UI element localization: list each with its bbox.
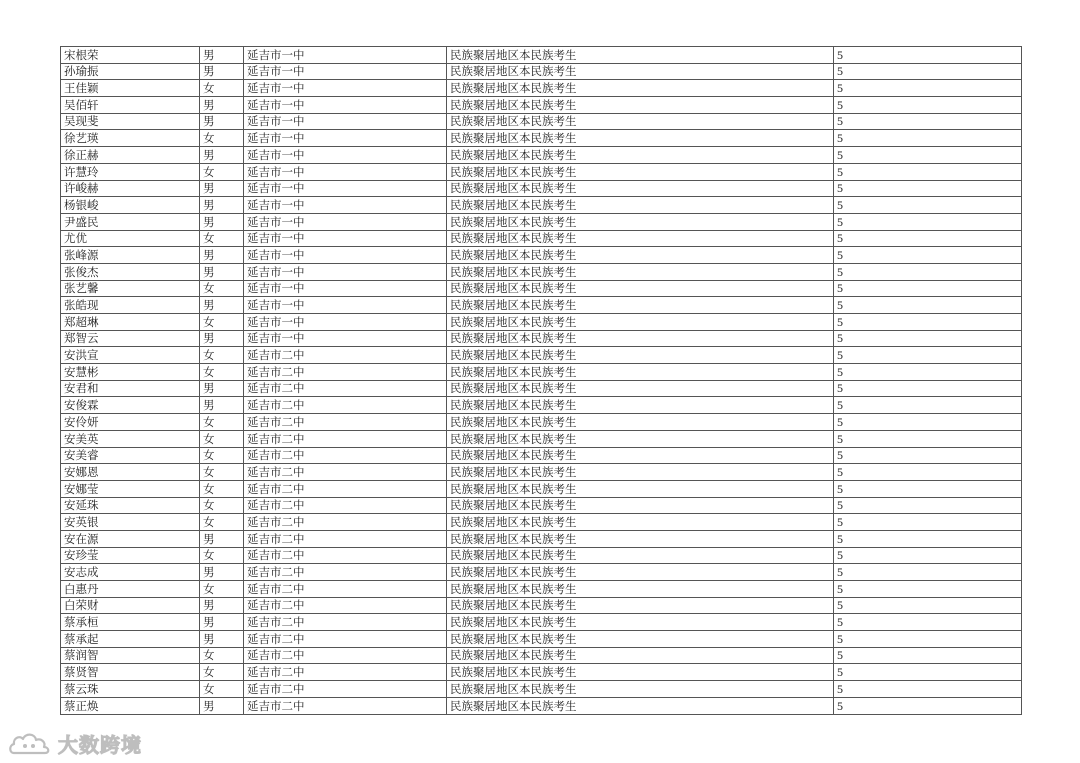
cell-category: 民族聚居地区本民族考生: [447, 347, 834, 364]
table-row: [61, 230, 1022, 247]
cell-name: 安洪宣: [61, 347, 200, 364]
cell-school: 延吉市二中: [244, 631, 447, 648]
cell-category: 民族聚居地区本民族考生: [447, 664, 834, 681]
table-row: [61, 564, 1022, 581]
table-row: [61, 681, 1022, 698]
cell-school: 延吉市二中: [244, 480, 447, 497]
cell-school: 延吉市二中: [244, 581, 447, 598]
cell-gender: 男: [200, 297, 244, 314]
cell-gender: 女: [200, 130, 244, 147]
cell-gender: 女: [200, 480, 244, 497]
cell-category: 民族聚居地区本民族考生: [447, 497, 834, 514]
cell-score: 5: [834, 530, 1022, 547]
cell-category: 民族聚居地区本民族考生: [447, 330, 834, 347]
cell-school: 延吉市二中: [244, 464, 447, 481]
table-row: [61, 163, 1022, 180]
cell-score: 5: [834, 581, 1022, 598]
cell-gender: 女: [200, 80, 244, 97]
cell-name: 郑超琳: [61, 314, 200, 331]
cell-score: 5: [834, 564, 1022, 581]
cloud-logo-icon: [8, 729, 52, 757]
cell-category: 民族聚居地区本民族考生: [447, 180, 834, 197]
table-row: [61, 47, 1022, 64]
table-row: [61, 581, 1022, 598]
cell-school: 延吉市一中: [244, 213, 447, 230]
cell-score: 5: [834, 614, 1022, 631]
table-row: [61, 530, 1022, 547]
cell-category: 民族聚居地区本民族考生: [447, 163, 834, 180]
cell-name: 安志成: [61, 564, 200, 581]
cell-name: 蔡润智: [61, 647, 200, 664]
cell-score: 5: [834, 113, 1022, 130]
cell-category: 民族聚居地区本民族考生: [447, 147, 834, 164]
cell-school: 延吉市二中: [244, 564, 447, 581]
cell-score: 5: [834, 97, 1022, 114]
cell-school: 延吉市二中: [244, 347, 447, 364]
student-list-table: [60, 46, 1022, 715]
cell-category: 民族聚居地区本民族考生: [447, 97, 834, 114]
cell-school: 延吉市一中: [244, 163, 447, 180]
cell-gender: 男: [200, 330, 244, 347]
table-row: [61, 664, 1022, 681]
cell-gender: 女: [200, 664, 244, 681]
cell-category: 民族聚居地区本民族考生: [447, 614, 834, 631]
cell-category: 民族聚居地区本民族考生: [447, 263, 834, 280]
cell-score: 5: [834, 681, 1022, 698]
cell-name: 白荣财: [61, 597, 200, 614]
cell-gender: 女: [200, 230, 244, 247]
cell-name: 蔡承起: [61, 631, 200, 648]
table-body: [61, 47, 1022, 715]
cell-category: 民族聚居地区本民族考生: [447, 547, 834, 564]
cell-gender: 男: [200, 147, 244, 164]
cell-gender: 女: [200, 581, 244, 598]
cell-school: 延吉市二中: [244, 647, 447, 664]
cell-name: 白惠丹: [61, 581, 200, 598]
cell-category: 民族聚居地区本民族考生: [447, 514, 834, 531]
cell-gender: 女: [200, 464, 244, 481]
cell-score: 5: [834, 47, 1022, 64]
cell-category: 民族聚居地区本民族考生: [447, 280, 834, 297]
cell-name: 安娜恩: [61, 464, 200, 481]
cell-school: 延吉市二中: [244, 447, 447, 464]
table-row: [61, 497, 1022, 514]
table-row: [61, 180, 1022, 197]
table-row: [61, 297, 1022, 314]
cell-name: 蔡正焕: [61, 697, 200, 714]
cell-gender: 女: [200, 163, 244, 180]
cell-gender: 男: [200, 213, 244, 230]
cell-gender: 男: [200, 564, 244, 581]
cell-category: 民族聚居地区本民族考生: [447, 530, 834, 547]
cell-school: 延吉市二中: [244, 397, 447, 414]
table-row: [61, 631, 1022, 648]
cell-gender: 男: [200, 530, 244, 547]
cell-name: 杨银峻: [61, 197, 200, 214]
cell-gender: 男: [200, 113, 244, 130]
cell-category: 民族聚居地区本民族考生: [447, 647, 834, 664]
cell-gender: 男: [200, 47, 244, 64]
cell-score: 5: [834, 280, 1022, 297]
table-row: [61, 364, 1022, 381]
cell-gender: 女: [200, 314, 244, 331]
cell-category: 民族聚居地区本民族考生: [447, 364, 834, 381]
table-row: [61, 63, 1022, 80]
cell-category: 民族聚居地区本民族考生: [447, 414, 834, 431]
cell-school: 延吉市一中: [244, 113, 447, 130]
cell-name: 徐艺瑛: [61, 130, 200, 147]
cell-name: 安美睿: [61, 447, 200, 464]
cell-school: 延吉市二中: [244, 364, 447, 381]
cell-score: 5: [834, 147, 1022, 164]
cell-gender: 男: [200, 180, 244, 197]
cell-gender: 男: [200, 697, 244, 714]
cell-score: 5: [834, 480, 1022, 497]
cell-gender: 女: [200, 430, 244, 447]
cell-gender: 男: [200, 380, 244, 397]
cell-name: 许慧玲: [61, 163, 200, 180]
cell-name: 王佳颖: [61, 80, 200, 97]
cell-name: 张峰源: [61, 247, 200, 264]
cell-score: 5: [834, 397, 1022, 414]
cell-name: 安珍莹: [61, 547, 200, 564]
cell-name: 安君和: [61, 380, 200, 397]
cell-gender: 女: [200, 647, 244, 664]
cell-category: 民族聚居地区本民族考生: [447, 447, 834, 464]
table-row: [61, 697, 1022, 714]
cell-category: 民族聚居地区本民族考生: [447, 80, 834, 97]
cell-name: 尤优: [61, 230, 200, 247]
table-row: [61, 397, 1022, 414]
cell-score: 5: [834, 447, 1022, 464]
cell-category: 民族聚居地区本民族考生: [447, 631, 834, 648]
cell-category: 民族聚居地区本民族考生: [447, 581, 834, 598]
cell-school: 延吉市一中: [244, 97, 447, 114]
cell-category: 民族聚居地区本民族考生: [447, 63, 834, 80]
table-row: [61, 430, 1022, 447]
cell-gender: 女: [200, 280, 244, 297]
cell-gender: 男: [200, 97, 244, 114]
cell-category: 民族聚居地区本民族考生: [447, 397, 834, 414]
cell-school: 延吉市二中: [244, 414, 447, 431]
cell-school: 延吉市一中: [244, 314, 447, 331]
cell-school: 延吉市一中: [244, 247, 447, 264]
cell-gender: 男: [200, 263, 244, 280]
cell-score: 5: [834, 297, 1022, 314]
cell-category: 民族聚居地区本民族考生: [447, 47, 834, 64]
cell-gender: 女: [200, 497, 244, 514]
cell-gender: 男: [200, 197, 244, 214]
cell-score: 5: [834, 697, 1022, 714]
cell-score: 5: [834, 347, 1022, 364]
cell-school: 延吉市二中: [244, 664, 447, 681]
cell-school: 延吉市一中: [244, 63, 447, 80]
watermark-text: 大数跨境: [58, 732, 142, 757]
table-row: [61, 614, 1022, 631]
cell-category: 民族聚居地区本民族考生: [447, 297, 834, 314]
table-row: [61, 247, 1022, 264]
cell-gender: 男: [200, 631, 244, 648]
table-row: [61, 480, 1022, 497]
cell-gender: 男: [200, 63, 244, 80]
cell-name: 徐正赫: [61, 147, 200, 164]
cell-category: 民族聚居地区本民族考生: [447, 597, 834, 614]
table-row: [61, 113, 1022, 130]
table-row: [61, 280, 1022, 297]
cell-school: 延吉市一中: [244, 147, 447, 164]
cell-score: 5: [834, 180, 1022, 197]
cell-category: 民族聚居地区本民族考生: [447, 247, 834, 264]
table-row: [61, 347, 1022, 364]
cell-name: 蔡承桓: [61, 614, 200, 631]
cell-school: 延吉市二中: [244, 380, 447, 397]
table-row: [61, 314, 1022, 331]
cell-name: 安俊霖: [61, 397, 200, 414]
cell-score: 5: [834, 130, 1022, 147]
cell-gender: 女: [200, 547, 244, 564]
cell-score: 5: [834, 230, 1022, 247]
cell-score: 5: [834, 380, 1022, 397]
cell-score: 5: [834, 497, 1022, 514]
cell-school: 延吉市一中: [244, 197, 447, 214]
table-row: [61, 380, 1022, 397]
cell-gender: 女: [200, 447, 244, 464]
cell-score: 5: [834, 597, 1022, 614]
cell-score: 5: [834, 664, 1022, 681]
cell-name: 蔡贤智: [61, 664, 200, 681]
cell-name: 安延珠: [61, 497, 200, 514]
table-row: [61, 263, 1022, 280]
table-row: [61, 447, 1022, 464]
table-row: [61, 597, 1022, 614]
cell-school: 延吉市二中: [244, 514, 447, 531]
cell-gender: 女: [200, 414, 244, 431]
cell-name: 安美英: [61, 430, 200, 447]
cell-category: 民族聚居地区本民族考生: [447, 697, 834, 714]
cell-school: 延吉市一中: [244, 47, 447, 64]
table-row: [61, 464, 1022, 481]
cell-score: 5: [834, 314, 1022, 331]
cell-name: 宋根荣: [61, 47, 200, 64]
cell-school: 延吉市一中: [244, 180, 447, 197]
cell-school: 延吉市一中: [244, 297, 447, 314]
cell-category: 民族聚居地区本民族考生: [447, 430, 834, 447]
cell-name: 许峻赫: [61, 180, 200, 197]
cell-score: 5: [834, 647, 1022, 664]
cell-category: 民族聚居地区本民族考生: [447, 213, 834, 230]
table-row: [61, 647, 1022, 664]
table-row: [61, 514, 1022, 531]
cell-score: 5: [834, 63, 1022, 80]
cell-score: 5: [834, 430, 1022, 447]
cell-category: 民族聚居地区本民族考生: [447, 197, 834, 214]
cell-name: 尹盛民: [61, 213, 200, 230]
cell-score: 5: [834, 80, 1022, 97]
cell-name: 蔡云珠: [61, 681, 200, 698]
table-row: [61, 547, 1022, 564]
cell-gender: 男: [200, 397, 244, 414]
cell-name: 吴现斐: [61, 113, 200, 130]
cell-gender: 女: [200, 364, 244, 381]
table-row: [61, 130, 1022, 147]
cell-score: 5: [834, 514, 1022, 531]
cell-school: 延吉市二中: [244, 430, 447, 447]
table-row: [61, 147, 1022, 164]
cell-school: 延吉市二中: [244, 697, 447, 714]
cell-score: 5: [834, 247, 1022, 264]
cell-school: 延吉市一中: [244, 230, 447, 247]
cell-score: 5: [834, 364, 1022, 381]
cell-school: 延吉市一中: [244, 80, 447, 97]
cell-gender: 男: [200, 247, 244, 264]
cell-school: 延吉市一中: [244, 263, 447, 280]
cell-category: 民族聚居地区本民族考生: [447, 380, 834, 397]
cell-school: 延吉市一中: [244, 280, 447, 297]
cell-name: 孙瑜振: [61, 63, 200, 80]
cell-name: 张皓现: [61, 297, 200, 314]
cell-category: 民族聚居地区本民族考生: [447, 681, 834, 698]
cell-name: 安娜莹: [61, 480, 200, 497]
table-row: [61, 213, 1022, 230]
table-row: [61, 97, 1022, 114]
cell-gender: 女: [200, 347, 244, 364]
table-row: [61, 330, 1022, 347]
cell-category: 民族聚居地区本民族考生: [447, 464, 834, 481]
cell-category: 民族聚居地区本民族考生: [447, 113, 834, 130]
cell-category: 民族聚居地区本民族考生: [447, 314, 834, 331]
table-row: [61, 414, 1022, 431]
cell-score: 5: [834, 547, 1022, 564]
cell-score: 5: [834, 330, 1022, 347]
cell-category: 民族聚居地区本民族考生: [447, 230, 834, 247]
cell-category: 民族聚居地区本民族考生: [447, 130, 834, 147]
cell-score: 5: [834, 263, 1022, 280]
cell-score: 5: [834, 631, 1022, 648]
cell-category: 民族聚居地区本民族考生: [447, 480, 834, 497]
cell-score: 5: [834, 197, 1022, 214]
cell-score: 5: [834, 464, 1022, 481]
cell-school: 延吉市二中: [244, 530, 447, 547]
table-row: [61, 197, 1022, 214]
cell-school: 延吉市二中: [244, 681, 447, 698]
cell-gender: 女: [200, 681, 244, 698]
cell-name: 张俊杰: [61, 263, 200, 280]
cell-school: 延吉市一中: [244, 330, 447, 347]
cell-school: 延吉市一中: [244, 130, 447, 147]
cell-name: 安伶妍: [61, 414, 200, 431]
watermark: [8, 727, 142, 759]
cell-school: 延吉市二中: [244, 597, 447, 614]
cell-gender: 男: [200, 597, 244, 614]
cell-score: 5: [834, 163, 1022, 180]
cell-name: 张艺馨: [61, 280, 200, 297]
cell-name: 安慧彬: [61, 364, 200, 381]
cell-score: 5: [834, 414, 1022, 431]
cell-name: 吴佰轩: [61, 97, 200, 114]
cell-gender: 男: [200, 614, 244, 631]
cell-gender: 女: [200, 514, 244, 531]
cell-school: 延吉市二中: [244, 614, 447, 631]
cell-category: 民族聚居地区本民族考生: [447, 564, 834, 581]
table-row: [61, 80, 1022, 97]
cell-school: 延吉市二中: [244, 497, 447, 514]
cell-name: 安在源: [61, 530, 200, 547]
cell-name: 郑智云: [61, 330, 200, 347]
cell-name: 安英银: [61, 514, 200, 531]
cell-school: 延吉市二中: [244, 547, 447, 564]
cell-score: 5: [834, 213, 1022, 230]
